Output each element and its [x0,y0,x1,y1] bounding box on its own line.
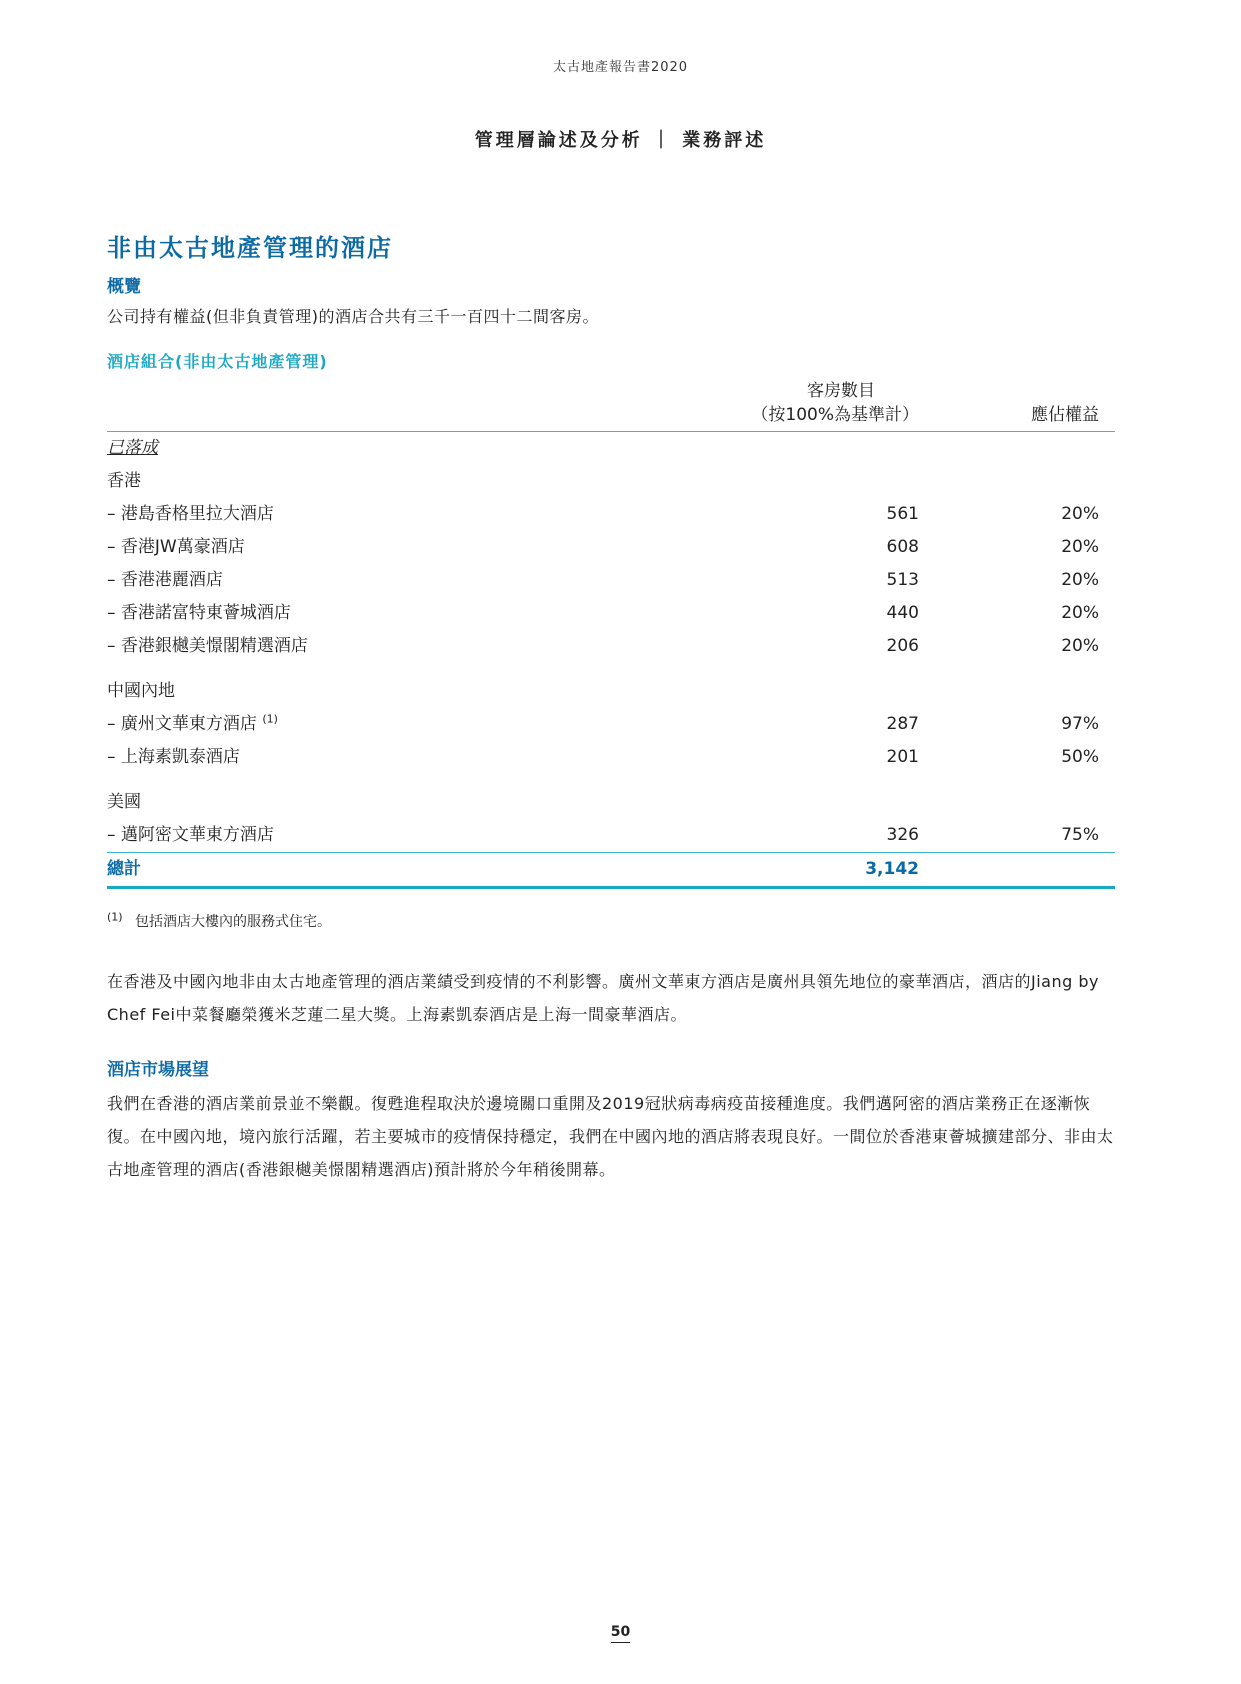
total-rooms: 3,142 [659,853,919,888]
table-row [107,630,1115,663]
spacer-row [107,774,1115,786]
region-row-usa [107,786,1115,819]
hotel-interest: 20% [1061,636,1099,656]
footnote [107,911,1115,933]
page-number-text: 50 [611,1624,630,1643]
hotel-interest: 20% [1061,603,1099,623]
hotel-rooms: 608 [886,537,919,557]
header-rooms-line2: （按100%為基準計） [751,405,919,425]
hotel-interest: 75% [1061,825,1099,845]
hotel-rooms: 513 [886,570,919,590]
table-header-row [107,379,1115,432]
hotel-rooms: 201 [886,747,919,767]
hotel-interest: 20% [1061,504,1099,524]
hotel-name: – 港島香格里拉大酒店 [107,504,274,524]
table-row [107,531,1115,564]
region-label: 美國 [107,792,141,812]
region-label: 中國內地 [107,681,175,701]
hotel-interest: 97% [1061,714,1099,734]
page-content [107,232,1115,1186]
table-caption: 酒店組合(非由太古地產管理) [107,352,328,371]
hotel-name: – 香港諾富特東薈城酒店 [107,603,291,623]
section-header: 管理層論述及分析 ｜ 業務評述 [474,130,767,151]
header-interest: 應佔權益 [919,379,1115,432]
header-rooms-line1: 客房數目 [807,381,875,401]
hotel-rooms: 206 [886,636,919,656]
hotel-name: – 香港JW萬豪酒店 [107,537,245,557]
hotel-rooms: 561 [886,504,919,524]
hotel-interest: 20% [1061,537,1099,557]
hotel-rooms: 440 [886,603,919,623]
table-row [107,564,1115,597]
status-row [107,432,1115,466]
header-rooms [659,379,919,432]
region-label: 香港 [107,471,141,491]
region-row-hong-kong [107,465,1115,498]
hotel-interest: 50% [1061,747,1099,767]
hotel-rooms: 326 [886,825,919,845]
outlook-text: 我們在香港的酒店業前景並不樂觀。復甦進程取決於邊境關口重開及2019冠狀病毒病疫苗接種進度。我們邁阿密的酒店業務正在逐漸恢復。在中國內地，境內旅行活躍，若主要城市的疫情保持穩定，我們在中國內地的酒店將表現良好。一間位於香港東薈城擴建部分、非由太古地產管理的酒店(香港銀樾美憬閣精選酒店)預計將於今年稍後開幕。 [107,1094,1114,1179]
hotel-name: – 香港銀樾美憬閣精選酒店 [107,636,308,656]
table-row [107,498,1115,531]
footnote-marker: (1) [262,712,278,726]
hotel-name: – 上海素凱泰酒店 [107,747,240,767]
table-row [107,741,1115,774]
spacer-row [107,663,1115,675]
status-label: 已落成 [107,438,158,458]
hotel-interest: 20% [1061,570,1099,590]
page-title: 非由太古地產管理的酒店 [107,234,393,262]
hotel-name: – 邁阿密文華東方酒店 [107,825,274,845]
total-label: 總計 [107,853,659,888]
performance-text: 在香港及中國內地非由太古地產管理的酒店業績受到疫情的不利影響。廣州文華東方酒店是廣州具領先地位的豪華酒店，酒店的Jiang by Chef Fei中菜餐廳榮獲米芝蓮二星大獎。上海素凱泰酒店是上海一間豪華酒店。 [107,972,1099,1024]
footnote-text: 包括酒店大樓內的服務式住宅。 [135,914,332,930]
hotel-rooms: 287 [886,714,919,734]
table-row [107,708,1115,741]
hotel-portfolio-table [107,379,1115,889]
header-name-column [107,379,659,432]
table-row [107,819,1115,853]
hotel-name [107,708,659,741]
hotel-name-text: – 廣州文華東方酒店 [107,714,257,734]
overview-heading: 概覽 [107,277,141,297]
running-head: 太古地產報告書2020 [552,60,689,75]
table-row [107,597,1115,630]
region-row-mainland [107,675,1115,708]
total-interest-empty [919,853,1115,888]
page-number [0,1624,1241,1640]
hotel-name: – 香港港麗酒店 [107,570,223,590]
total-row [107,853,1115,888]
overview-text: 公司持有權益(但非負責管理)的酒店合共有三千一百四十二間客房。 [107,307,599,326]
footnote-marker: (1) [107,910,123,924]
outlook-heading: 酒店市場展望 [107,1060,209,1080]
